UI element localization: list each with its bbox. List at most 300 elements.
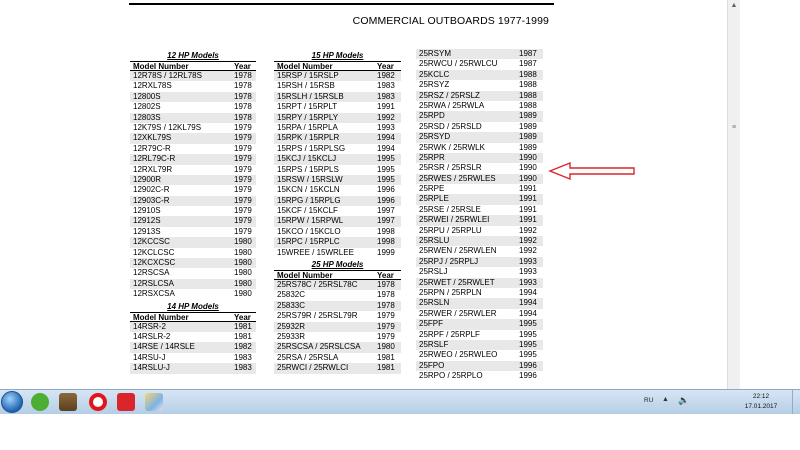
model-number: 25RSYD <box>419 132 451 142</box>
table-row <box>274 332 401 342</box>
model-year: 1978 <box>234 102 252 112</box>
table-row <box>416 309 543 319</box>
model-number: 15WREE / 15WRLEE <box>277 247 354 257</box>
model-year: 1997 <box>377 216 395 226</box>
scroll-up-arrow-icon[interactable]: ▲ <box>730 2 738 9</box>
model-year: 1990 <box>519 173 537 183</box>
model-year: 1991 <box>519 215 537 225</box>
table-row <box>274 216 401 226</box>
model-year: 1992 <box>519 225 537 235</box>
table-row <box>416 288 543 298</box>
model-year: 1993 <box>377 122 395 132</box>
language-indicator[interactable]: RU <box>644 397 654 404</box>
model-number: 15KCO / 15KCLO <box>277 226 341 236</box>
model-number: 15RSP / 15RSLP <box>277 71 339 80</box>
model-year: 1979 <box>234 195 252 205</box>
header-year: Year <box>377 62 394 71</box>
paint-icon <box>145 393 163 411</box>
model-year: 1995 <box>519 350 537 360</box>
tray-expand-arrow-icon[interactable]: ▲ <box>662 396 669 403</box>
model-number: 25KCLC <box>419 69 450 79</box>
table-row <box>274 342 401 352</box>
model-year: 1982 <box>377 71 395 80</box>
model-year: 1983 <box>377 91 395 101</box>
model-year: 1989 <box>519 142 537 152</box>
table-row <box>274 71 401 81</box>
model-number: 12803S <box>133 112 161 122</box>
model-year: 1979 <box>234 143 252 153</box>
model-year: 1995 <box>519 329 537 339</box>
model-year: 1979 <box>377 311 395 321</box>
table-row <box>416 371 543 381</box>
model-year: 1995 <box>519 339 537 349</box>
model-number: 25RSZ / 25RSLZ <box>419 90 480 100</box>
model-year: 1981 <box>234 321 252 331</box>
model-year: 1983 <box>234 363 252 373</box>
table-row <box>130 248 256 258</box>
table-row <box>130 363 256 373</box>
model-year: 1980 <box>234 247 252 257</box>
model-number: 25RSYZ <box>419 80 450 90</box>
table-row <box>274 102 401 112</box>
model-year: 1991 <box>519 194 537 204</box>
model-number: 25RPE <box>419 184 445 194</box>
model-number: 15KCF / 15KCLF <box>277 206 338 216</box>
model-year: 1988 <box>519 80 537 90</box>
table-row <box>130 322 256 332</box>
table-row <box>416 226 543 236</box>
avira-taskbar-button[interactable] <box>114 391 138 413</box>
section-title: 12 HP Models <box>167 51 219 60</box>
table-row <box>416 236 543 246</box>
model-number: 12RXL79R <box>133 164 173 174</box>
model-number: 25FPF <box>419 319 444 329</box>
model-year: 1995 <box>519 319 537 329</box>
model-number: 25RWA / 25RWLA <box>419 100 485 110</box>
header-model: Model Number <box>133 312 189 322</box>
model-number: 15RPS / 15RPLS <box>277 164 339 174</box>
model-year: 1981 <box>377 363 395 373</box>
document-title: COMMERCIAL OUTBOARDS 1977-1999 <box>352 15 549 27</box>
model-number: 25RPU / 25RPLU <box>419 225 482 235</box>
model-year: 1996 <box>519 371 537 381</box>
section-title: 15 HP Models <box>311 51 364 60</box>
model-number: 25833C <box>277 300 306 310</box>
model-number: 25RWCU / 25RWLCU <box>419 59 498 69</box>
model-year: 1989 <box>519 132 537 142</box>
table-row <box>130 133 256 143</box>
model-number: 12910S <box>133 206 161 216</box>
table-row <box>416 319 543 329</box>
model-number: 15RPS / 15RPLSG <box>277 143 346 153</box>
model-year: 1996 <box>377 185 395 195</box>
table-row <box>416 184 543 194</box>
model-number: 12RL79C-R <box>133 154 176 164</box>
model-year: 1988 <box>519 100 537 110</box>
model-year: 1995 <box>377 174 395 184</box>
model-number: 25RWEN / 25RWLEN <box>419 246 497 256</box>
model-year: 1991 <box>377 102 395 112</box>
model-number: 25RS78C / 25RSL78C <box>277 280 358 290</box>
table-row <box>274 290 401 300</box>
table-column-2 <box>274 49 401 374</box>
table-header <box>130 61 256 71</box>
model-number: 15RSH / 15RSB <box>277 81 335 91</box>
table-row <box>416 350 543 360</box>
document-page <box>129 0 554 389</box>
model-number: 14RSU-J <box>133 352 166 362</box>
table-row <box>274 165 401 175</box>
table-column-1 <box>130 49 256 374</box>
model-number: 25RWER / 25RWLER <box>419 308 497 318</box>
table-row <box>130 71 256 81</box>
model-number: 25RSLN <box>419 298 450 308</box>
paint-taskbar-button[interactable] <box>142 391 166 413</box>
table-row <box>130 206 256 216</box>
model-number: 14RSLU-J <box>133 363 170 373</box>
model-number: 25RSCSA / 25RSLCSA <box>277 342 361 352</box>
model-year: 1996 <box>519 360 537 370</box>
model-number: 12RSCSA <box>133 268 170 278</box>
model-year: 1979 <box>377 321 395 331</box>
model-number: 12RSXCSA <box>133 289 175 299</box>
model-year: 1978 <box>234 91 252 101</box>
model-number: 25FPO <box>419 360 445 370</box>
table-row <box>130 332 256 342</box>
model-number: 25RPF / 25RPLF <box>419 329 480 339</box>
model-number: 12RXL78S <box>133 81 172 91</box>
model-year: 1989 <box>519 111 537 121</box>
header-model: Model Number <box>277 62 333 71</box>
opera-icon <box>89 393 107 411</box>
table-row <box>274 196 401 206</box>
model-number: 25RPD <box>419 111 445 121</box>
model-number: 25832C <box>277 290 306 300</box>
table-row <box>274 237 401 247</box>
model-year: 1991 <box>519 184 537 194</box>
table-row <box>416 361 543 371</box>
model-year: 1998 <box>377 226 395 236</box>
page-top-rule <box>129 3 554 5</box>
model-year: 1979 <box>377 331 395 341</box>
model-year: 1999 <box>377 247 395 257</box>
section-title: 14 HP Models <box>167 301 219 311</box>
table-row <box>274 113 401 123</box>
model-year: 1979 <box>234 206 252 216</box>
table-header <box>274 270 401 280</box>
model-number: 25RSYM <box>419 49 452 58</box>
section-title: 25 HP Models <box>311 260 364 270</box>
model-number: 12RSLCSA <box>133 278 174 288</box>
table-column-3 <box>416 49 543 382</box>
model-number: 12912S <box>133 216 161 226</box>
avira-icon <box>117 393 135 411</box>
table-row <box>130 268 256 278</box>
table-row <box>416 91 543 101</box>
model-number: 25933R <box>277 331 306 341</box>
model-year: 1992 <box>519 246 537 256</box>
model-number: 12XKL79S <box>133 133 172 143</box>
model-number: 25932R <box>277 321 306 331</box>
table-row <box>416 174 543 184</box>
model-number: 25RWET / 25RWLET <box>419 277 495 287</box>
model-number: 25RPLE <box>419 194 449 204</box>
model-year: 1990 <box>519 163 537 173</box>
model-number: 12802S <box>133 102 161 112</box>
table-row <box>416 194 543 204</box>
model-number: 15RPC / 15RPLC <box>277 237 340 247</box>
table-row <box>416 246 543 256</box>
table-row <box>416 70 543 80</box>
table-row <box>274 144 401 154</box>
box-icon <box>59 393 77 411</box>
model-year: 1979 <box>234 164 252 174</box>
model-year: 1996 <box>377 195 395 205</box>
model-number: 14RSLR-2 <box>133 331 171 341</box>
model-year: 1980 <box>234 258 252 268</box>
table-row <box>416 111 543 121</box>
model-year: 1978 <box>377 300 395 310</box>
table-row <box>274 301 401 311</box>
clock-time[interactable]: 22:12 <box>752 393 770 400</box>
model-year: 1983 <box>377 81 395 91</box>
header-year: Year <box>234 62 251 71</box>
model-number: 15RPG / 15RPLG <box>277 195 341 205</box>
model-year: 1980 <box>234 289 252 299</box>
model-year: 1995 <box>377 164 395 174</box>
model-year: 1995 <box>377 154 395 164</box>
model-year: 1983 <box>234 352 252 362</box>
table-row <box>416 330 543 340</box>
model-year: 1994 <box>519 287 537 297</box>
table-row <box>416 132 543 142</box>
table-row <box>274 227 401 237</box>
table-row <box>130 196 256 206</box>
model-number: 25RS79R / 25RSL79R <box>277 311 358 321</box>
table-row <box>130 185 256 195</box>
model-number: 25RPJ / 25RPLJ <box>419 256 479 266</box>
table-row <box>416 101 543 111</box>
volume-icon[interactable]: 🔈 <box>678 395 690 405</box>
table-row <box>416 267 543 277</box>
model-year: 1980 <box>234 268 252 278</box>
model-year: 1979 <box>234 154 252 164</box>
model-year: 1979 <box>234 226 252 236</box>
table-row <box>274 248 401 258</box>
model-number: 12902C-R <box>133 185 170 195</box>
table-row <box>274 175 401 185</box>
model-number: 12R78S / 12RL78S <box>133 71 202 80</box>
table-row <box>130 216 256 226</box>
start-button[interactable] <box>1 391 23 413</box>
table-header <box>274 61 401 71</box>
table-row <box>130 92 256 102</box>
vertical-scrollbar[interactable] <box>727 0 740 389</box>
table-row <box>416 257 543 267</box>
table-row <box>130 342 256 352</box>
model-number: 12R79C-R <box>133 143 171 153</box>
opera-taskbar-button[interactable] <box>86 391 110 413</box>
scroll-grip-icon[interactable]: ≡ <box>731 124 737 131</box>
table-row <box>416 298 543 308</box>
table-row <box>130 165 256 175</box>
table-row <box>416 143 543 153</box>
table-row <box>130 227 256 237</box>
model-year: 1981 <box>234 331 252 341</box>
model-number: 15KCN / 15KCLN <box>277 185 340 195</box>
model-year: 1988 <box>519 90 537 100</box>
show-desktop-button[interactable] <box>792 390 800 414</box>
model-year: 1979 <box>234 185 252 195</box>
table-row <box>416 122 543 132</box>
model-number: 25RWEI / 25RWLEI <box>419 215 490 225</box>
model-year: 1987 <box>519 59 537 69</box>
model-number: 12900R <box>133 174 162 184</box>
model-year: 1990 <box>519 152 537 162</box>
table-row <box>130 81 256 91</box>
model-number: 25RWCI / 25RWLCI <box>277 363 349 373</box>
model-year: 1979 <box>234 216 252 226</box>
table-row <box>416 340 543 350</box>
model-number: 12KCLCSC <box>133 247 175 257</box>
table-row <box>274 81 401 91</box>
model-number: 25RPN / 25RPLN <box>419 287 482 297</box>
table-row <box>416 59 543 69</box>
table-row <box>130 175 256 185</box>
table-row <box>130 353 256 363</box>
table-row <box>130 113 256 123</box>
model-number: 15RPT / 15RPLT <box>277 102 338 112</box>
table-row <box>416 205 543 215</box>
model-year: 1978 <box>377 290 395 300</box>
model-year: 1992 <box>377 112 395 122</box>
model-number: 25RSR / 25RSLR <box>419 163 482 173</box>
header-model: Model Number <box>133 62 189 71</box>
table-row <box>130 144 256 154</box>
model-number: 15KCJ / 15KCLJ <box>277 154 337 164</box>
model-number: 25RWES / 25RWLES <box>419 173 496 183</box>
table-row <box>274 154 401 164</box>
table-row <box>274 363 401 373</box>
model-year: 1994 <box>519 298 537 308</box>
model-year: 1988 <box>519 69 537 79</box>
model-year: 1978 <box>234 81 252 91</box>
model-year: 1980 <box>377 342 395 352</box>
table-row <box>416 215 543 225</box>
header-model: Model Number <box>277 271 333 281</box>
red-arrow-annotation <box>548 160 638 182</box>
model-year: 1993 <box>519 267 537 277</box>
clock-date[interactable]: 17.01.2017 <box>744 403 778 410</box>
model-number: 15RPA / 15RPLA <box>277 122 338 132</box>
model-year: 1981 <box>377 352 395 362</box>
utorrent-taskbar-button[interactable] <box>28 391 52 413</box>
table-row <box>130 237 256 247</box>
model-year: 1994 <box>519 308 537 318</box>
archive-taskbar-button[interactable] <box>56 391 80 413</box>
model-number: 15RPY / 15RPLY <box>277 112 339 122</box>
table-row <box>416 278 543 288</box>
table-row <box>416 49 543 59</box>
table-row <box>416 153 543 163</box>
model-number: 12KCCSC <box>133 237 170 247</box>
model-year: 1980 <box>234 278 252 288</box>
model-number: 25RSE / 25RSLE <box>419 204 481 214</box>
table-row <box>274 185 401 195</box>
model-year: 1982 <box>234 342 252 352</box>
table-row <box>130 258 256 268</box>
utorrent-icon <box>31 393 49 411</box>
model-number: 25RWEO / 25RWLEO <box>419 350 498 360</box>
model-year: 1992 <box>519 236 537 246</box>
model-year: 1997 <box>377 206 395 216</box>
model-year: 1991 <box>519 204 537 214</box>
table-row <box>274 92 401 102</box>
model-number: 12K79S / 12KL79S <box>133 122 202 132</box>
table-row <box>130 279 256 289</box>
table-row <box>416 163 543 173</box>
model-year: 1980 <box>234 237 252 247</box>
model-number: 14RSE / 14RSLE <box>133 342 195 352</box>
model-number: 14RSR-2 <box>133 321 166 331</box>
model-year: 1978 <box>234 112 252 122</box>
model-number: 25RSA / 25RSLA <box>277 352 339 362</box>
model-year: 1987 <box>519 49 537 58</box>
header-year: Year <box>234 312 251 322</box>
model-year: 1979 <box>234 122 252 132</box>
table-row <box>274 123 401 133</box>
model-number: 25RWK / 25RWLK <box>419 142 485 152</box>
model-year: 1994 <box>377 143 395 153</box>
table-row <box>274 353 401 363</box>
model-number: 12800S <box>133 91 161 101</box>
model-number: 15RPW / 15RPWL <box>277 216 344 226</box>
table-row <box>416 80 543 90</box>
model-year: 1979 <box>234 133 252 143</box>
table-header <box>130 312 256 322</box>
model-year: 1993 <box>519 277 537 287</box>
model-number: 25RSLF <box>419 339 449 349</box>
model-number: 15RSW / 15RSLW <box>277 174 343 184</box>
table-row <box>130 289 256 299</box>
model-year: 1989 <box>519 121 537 131</box>
model-number: 15RSLH / 15RSLB <box>277 91 344 101</box>
model-number: 12KCXCSC <box>133 258 176 268</box>
model-number: 15RPK / 15RPLR <box>277 133 340 143</box>
model-number: 12903C-R <box>133 195 170 205</box>
table-row <box>274 206 401 216</box>
model-number: 25RSLJ <box>419 267 448 277</box>
table-row <box>130 123 256 133</box>
model-year: 1998 <box>377 237 395 247</box>
table-row <box>130 102 256 112</box>
table-row <box>130 154 256 164</box>
model-year: 1978 <box>377 280 395 290</box>
model-number: 12913S <box>133 226 161 236</box>
system-tray <box>640 390 800 414</box>
windows-taskbar <box>0 389 800 414</box>
model-year: 1994 <box>377 133 395 143</box>
model-year: 1993 <box>519 256 537 266</box>
model-number: 25RPO / 25RPLO <box>419 371 483 381</box>
model-year: 1979 <box>234 174 252 184</box>
model-number: 25RPR <box>419 152 445 162</box>
table-row <box>274 133 401 143</box>
model-year: 1978 <box>234 71 252 80</box>
table-row <box>274 322 401 332</box>
table-row <box>274 311 401 321</box>
model-number: 25RSD / 25RSLD <box>419 121 482 131</box>
